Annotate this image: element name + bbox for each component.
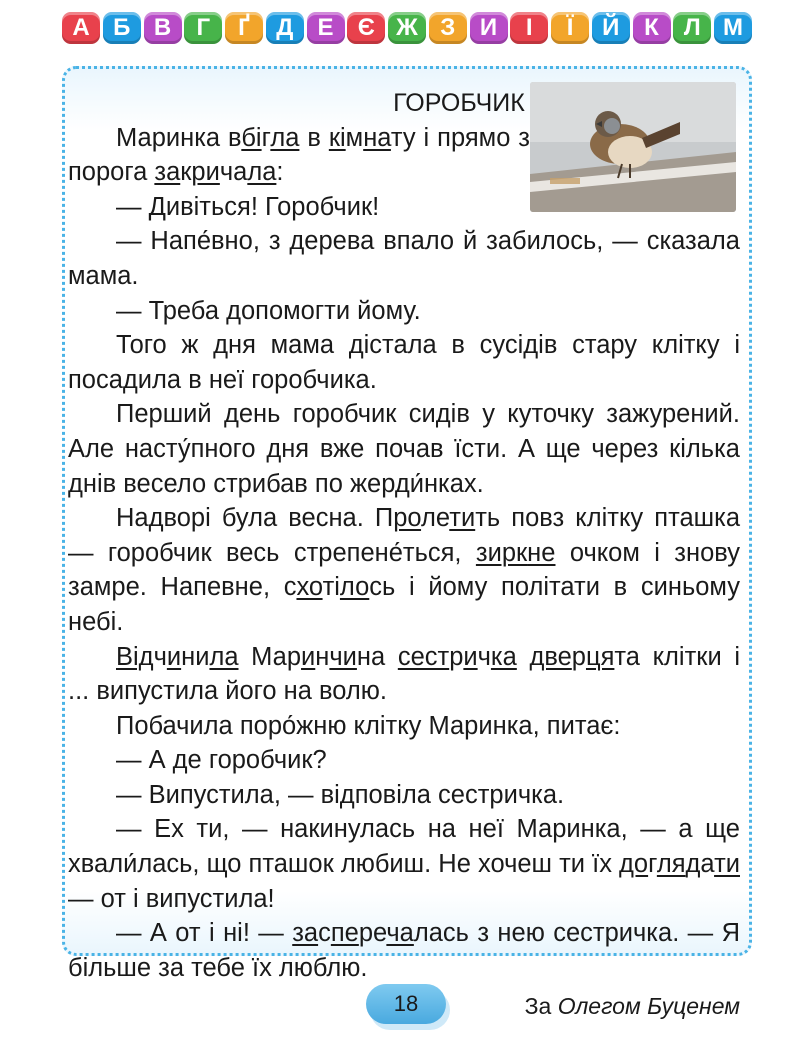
- alphabet-tile: Є: [347, 12, 385, 44]
- paragraph-4: — Треба допомогти йому.: [116, 296, 421, 325]
- alphabet-tile: Г: [184, 12, 222, 44]
- alphabet-tile: А: [62, 12, 100, 44]
- page-number-label: 18: [393, 991, 419, 1016]
- alphabet-tile: К: [633, 12, 671, 44]
- alphabet-tile: Д: [266, 12, 304, 44]
- alphabet-tile: Л: [673, 12, 711, 44]
- page-number: [366, 984, 446, 1024]
- paragraph-7: Надворі була весна. Пролетить повз клітку пташка — горобчик весь стрепене́ться, зиркне очком і знову замре. Напевне, схотілось і йому політати в синьому небі.: [68, 504, 741, 636]
- alphabet-tile: М: [714, 12, 752, 44]
- alphabet-tile: Ґ: [225, 12, 263, 44]
- story-text: [68, 86, 740, 1021]
- alphabet-tile: Е: [307, 12, 345, 44]
- paragraph-3: — Напе́вно, з дерева впало й забилось, — сказала мама.: [68, 227, 740, 290]
- alphabet-tile: Й: [592, 12, 630, 44]
- paragraph-8: Відчинила Маринчина сестричка дверцята клітки і ... випустила його на волю.: [68, 642, 740, 706]
- author-prefix: За: [524, 993, 552, 1020]
- paragraph-2: — Дивіться! Горобчик!: [116, 192, 380, 221]
- paragraph-11: — Випустила, — відповіла сестричка.: [116, 780, 565, 809]
- paragraph-9: Побачила поро́жню клітку Маринка, питає:: [116, 711, 621, 740]
- alphabet-tile: Ж: [388, 12, 426, 44]
- alphabet-tile: З: [429, 12, 467, 44]
- alphabet-tile: И: [470, 12, 508, 44]
- paragraph-6: Перший день горобчик сидів у куточку зажурений. Але насту́пного дня вже почав їсти. А ще через кілька днів весело стрибав по жерди́нках.: [68, 400, 740, 498]
- paragraph-10: — А де горобчик?: [116, 746, 327, 775]
- author-name: Олегом Буценем: [557, 993, 740, 1020]
- alphabet-tile: Ї: [551, 12, 589, 44]
- paragraph-5: Того ж дня мама дістала в сусідів стару клітку і посадила в неї горобчика.: [68, 331, 740, 394]
- paragraph-1: Маринка вбігла в кімнату і прямо з порога закричала:: [68, 123, 530, 187]
- alphabet-tile: І: [510, 12, 548, 44]
- alphabet-strip: [62, 10, 752, 46]
- paragraph-13: — А от і ні! — засперечалась з нею сестричка. — Я більше за тебе їх люблю.: [68, 919, 740, 982]
- alphabet-tile: В: [144, 12, 182, 44]
- story-title: ГОРОБЧИК: [393, 89, 525, 117]
- alphabet-tile: Б: [103, 12, 141, 44]
- paragraph-12: — Ех ти, — накинулась на неї Маринка, — а ще хвали́лась, що пташок любиш. Не хочеш ти їх доглядати — от і випустила!: [68, 815, 740, 913]
